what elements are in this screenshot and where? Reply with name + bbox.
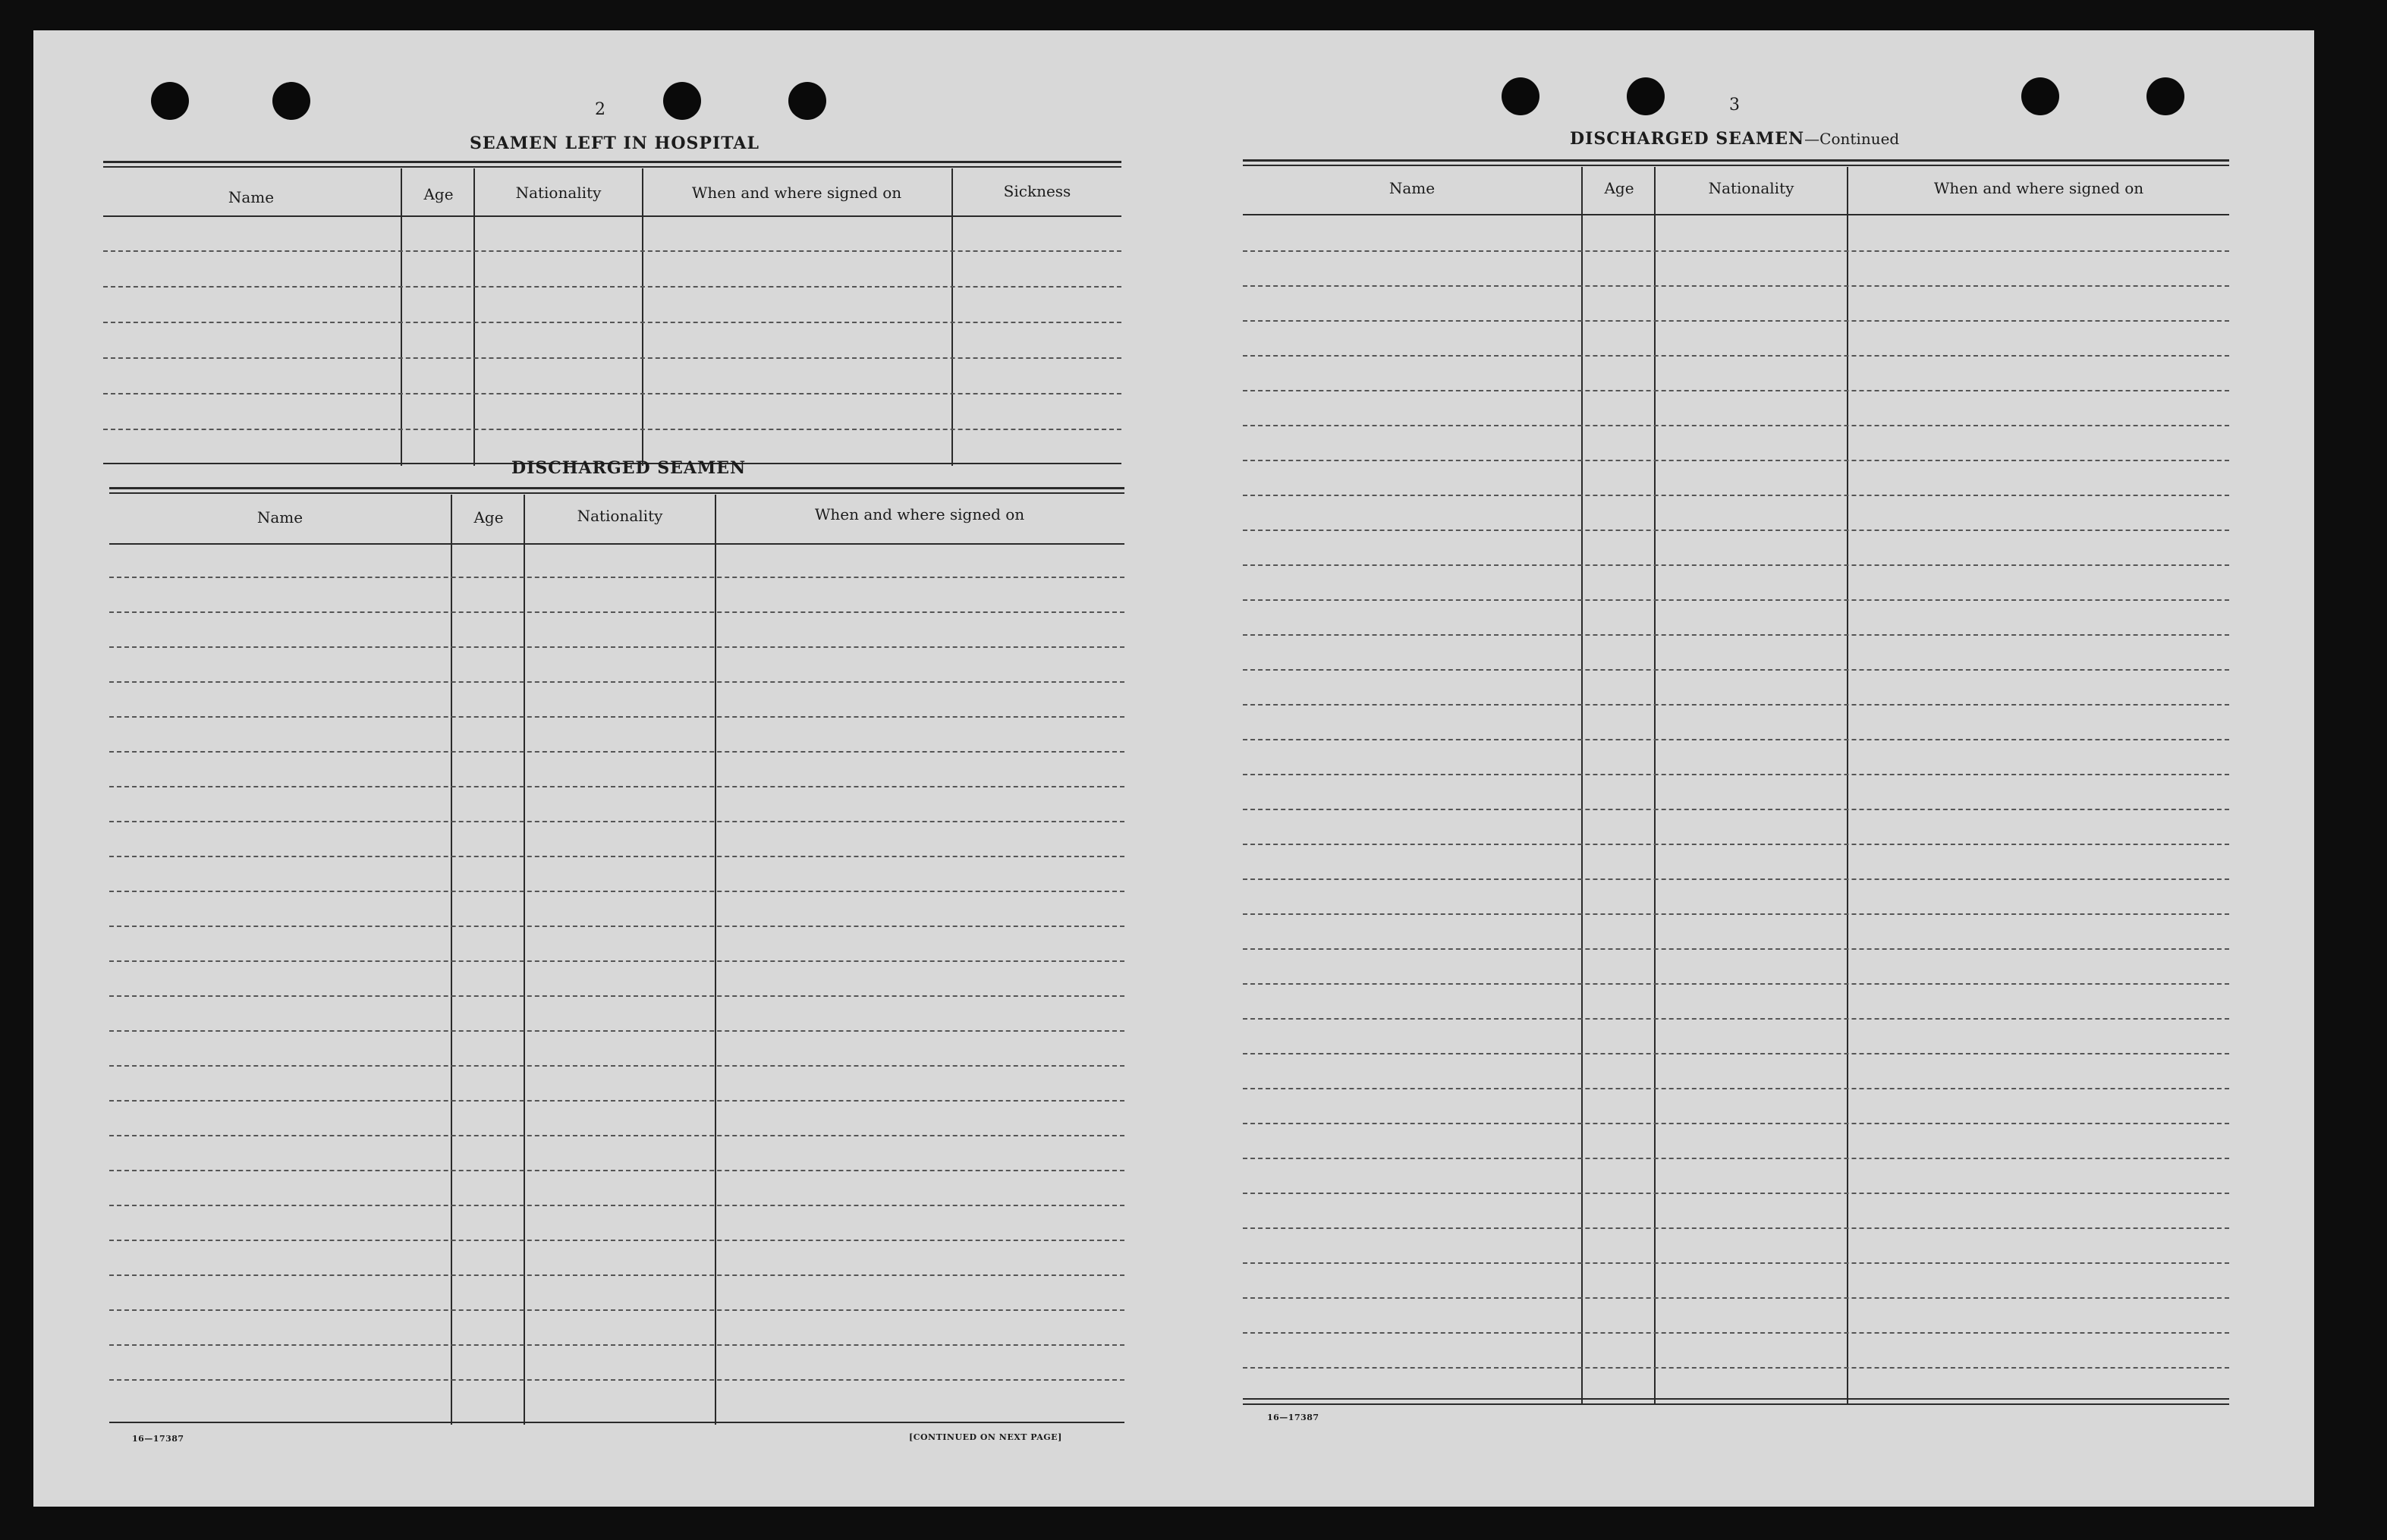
ruled-line: [109, 926, 1124, 927]
title-suffix: —Continued: [1804, 130, 1900, 148]
column-header-signed-on: When and where signed on: [691, 184, 902, 202]
table-rule: [109, 1422, 1124, 1423]
ruled-line: [1243, 1018, 2229, 1020]
ruled-line: [109, 1030, 1124, 1032]
ruled-line: [1243, 1262, 2229, 1264]
table-rule: [1243, 1398, 2229, 1400]
ruled-line: [109, 751, 1124, 753]
ruled-line: [109, 681, 1124, 683]
column-header-nationality: Nationality: [1708, 179, 1794, 197]
ruled-line: [109, 1274, 1124, 1276]
table-rule: [1243, 214, 2229, 215]
ruled-line: [1243, 495, 2229, 496]
ruled-line: [1243, 913, 2229, 915]
ruled-line: [1243, 948, 2229, 950]
ruled-line: [1243, 1367, 2229, 1369]
page-number: 2: [595, 100, 605, 119]
ruled-line: [1243, 355, 2229, 357]
ruled-line: [109, 995, 1124, 997]
ruled-line: [109, 611, 1124, 613]
ruled-line: [109, 1170, 1124, 1171]
table-rule: [103, 166, 1121, 168]
ruled-line: [1243, 564, 2229, 566]
punch-hole: [272, 82, 310, 120]
column-header-sickness: Sickness: [1003, 182, 1071, 200]
ruled-line: [109, 891, 1124, 892]
table-rule: [1243, 1403, 2229, 1405]
ruled-line: [1243, 983, 2229, 985]
column-divider: [524, 495, 525, 1425]
ruled-line: [109, 1344, 1124, 1346]
column-header-signed-on: When and where signed on: [1933, 179, 2144, 197]
ruled-line: [109, 1309, 1124, 1311]
ruled-line: [103, 393, 1121, 394]
table-rule: [103, 215, 1121, 217]
ruled-line: [1243, 704, 2229, 706]
ruled-line: [103, 286, 1121, 288]
punch-hole: [2146, 77, 2184, 115]
column-divider: [1581, 167, 1583, 1405]
ruled-line: [1243, 739, 2229, 740]
column-header-nationality: Nationality: [577, 507, 663, 525]
ruled-line: [103, 322, 1121, 323]
ruled-line: [109, 646, 1124, 648]
punch-hole: [663, 82, 701, 120]
column-divider: [715, 495, 716, 1425]
punch-hole: [151, 82, 189, 120]
punch-hole: [2021, 77, 2059, 115]
ruled-line: [1243, 1158, 2229, 1159]
punch-hole: [788, 82, 826, 120]
ruled-line: [1243, 1193, 2229, 1194]
column-header-name: Name: [1388, 179, 1436, 197]
ruled-line: [103, 357, 1121, 359]
column-header-age: Age: [1604, 179, 1634, 197]
ruled-line: [109, 1065, 1124, 1067]
table-rule: [109, 487, 1124, 489]
document-sheet: [33, 30, 2314, 1507]
table-rule: [1243, 165, 2229, 166]
ruled-line: [1243, 599, 2229, 601]
column-divider: [642, 168, 643, 466]
ruled-line: [109, 1135, 1124, 1136]
column-divider: [1654, 167, 1656, 1405]
ruled-line: [1243, 1088, 2229, 1089]
ruled-line: [1243, 1297, 2229, 1299]
title-main: DISCHARGED SEAMEN: [1570, 129, 1805, 149]
column-divider: [951, 168, 953, 466]
ruled-line: [1243, 320, 2229, 322]
ruled-line: [1243, 1332, 2229, 1334]
ruled-line: [109, 856, 1124, 857]
ruled-line: [103, 250, 1121, 252]
ruled-line: [1243, 285, 2229, 287]
column-header-age: Age: [423, 185, 454, 203]
ruled-line: [109, 960, 1124, 962]
column-header-name: Name: [256, 508, 303, 526]
ruled-line: [109, 821, 1124, 822]
ruled-line: [1243, 530, 2229, 531]
column-header-name: Name: [228, 188, 275, 206]
ruled-line: [109, 1100, 1124, 1102]
ruled-line: [1243, 250, 2229, 252]
ruled-line: [109, 1205, 1124, 1206]
column-divider: [401, 168, 402, 466]
ruled-line: [1243, 1227, 2229, 1229]
ruled-line: [1243, 774, 2229, 775]
ruled-line: [1243, 460, 2229, 461]
table-rule: [109, 543, 1124, 545]
punch-hole: [1627, 77, 1665, 115]
ruled-line: [109, 716, 1124, 718]
ruled-line: [1243, 844, 2229, 845]
column-header-nationality: Nationality: [515, 184, 602, 202]
ruled-line: [1243, 390, 2229, 391]
ruled-line: [1243, 809, 2229, 810]
ruled-line: [109, 1240, 1124, 1241]
page-number: 3: [1729, 96, 1740, 115]
ruled-line: [109, 1379, 1124, 1381]
form-number: 16—17387: [1267, 1413, 1319, 1422]
ruled-line: [109, 577, 1124, 578]
column-header-age: Age: [473, 508, 504, 526]
ruled-line: [1243, 669, 2229, 671]
table-rule: [103, 161, 1121, 163]
discharged-section-title: DISCHARGED SEAMEN: [511, 458, 747, 478]
ruled-line: [103, 429, 1121, 430]
ruled-line: [1243, 878, 2229, 880]
table-rule: [109, 492, 1124, 494]
ruled-line: [1243, 425, 2229, 426]
hospital-section-title: SEAMEN LEFT IN HOSPITAL: [470, 134, 760, 153]
column-divider: [451, 495, 452, 1425]
discharged-continued-title: [1570, 129, 1899, 149]
ruled-line: [109, 786, 1124, 787]
ruled-line: [1243, 634, 2229, 636]
column-divider: [473, 168, 475, 466]
continued-note: [CONTINUED ON NEXT PAGE]: [909, 1432, 1062, 1442]
punch-hole: [1502, 77, 1539, 115]
form-number: 16—17387: [132, 1434, 184, 1444]
column-divider: [1847, 167, 1848, 1405]
ruled-line: [1243, 1053, 2229, 1054]
table-rule: [1243, 159, 2229, 162]
ruled-line: [1243, 1123, 2229, 1124]
column-header-signed-on: When and where signed on: [814, 505, 1025, 523]
